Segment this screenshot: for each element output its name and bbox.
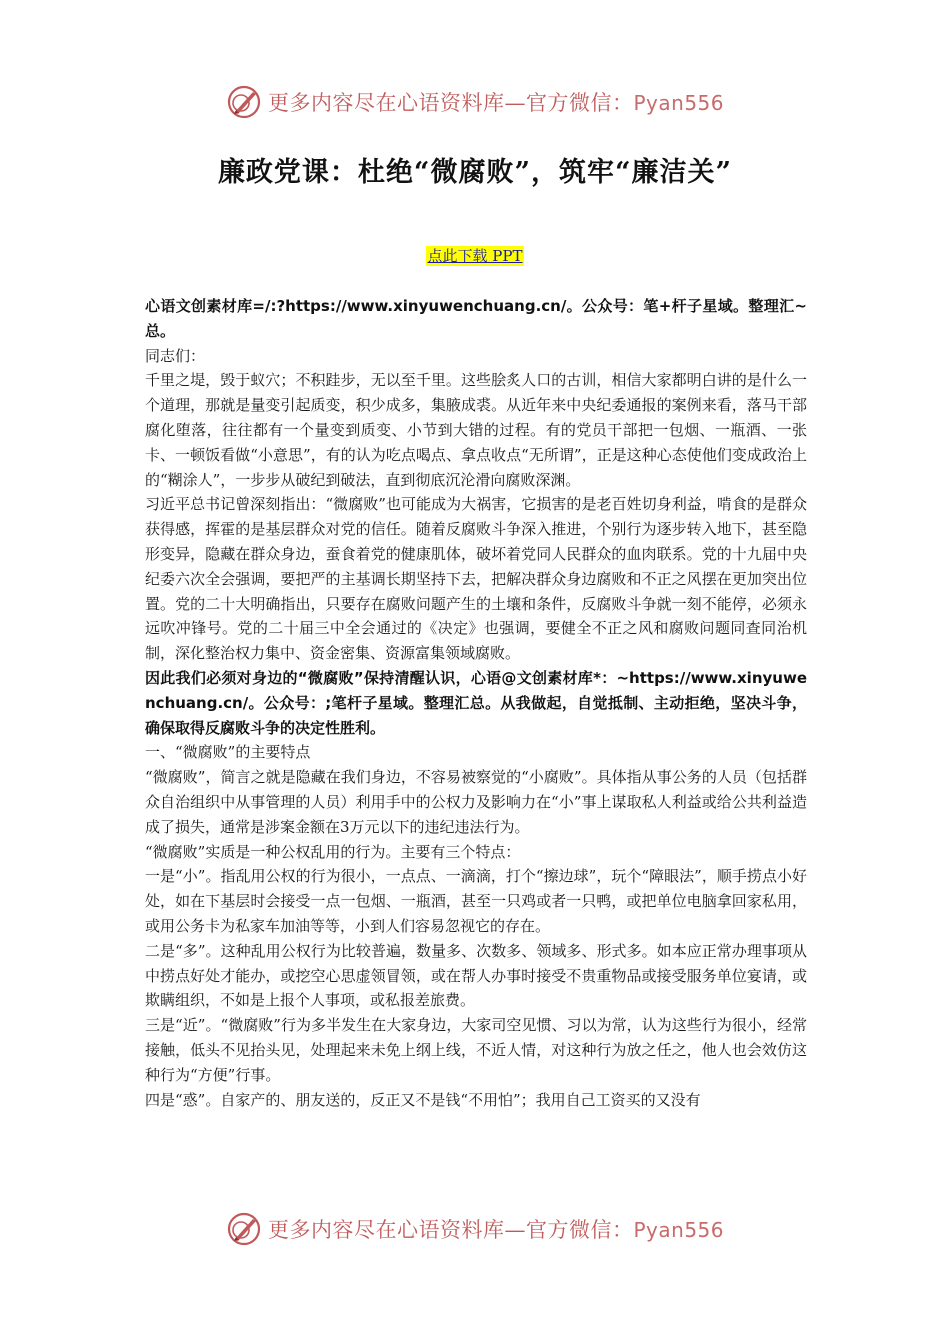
body-paragraph: 千里之堤，毁于蚁穴；不积跬步，无以至千里。这些脍炙人口的古训，相信大家都明白讲的是什么一个道理，那就是量变引起质变，积少成多，集腋成裘。从近年来中央纪委通报的案例来看，落马干部腐化堕落，往往都有一个量变到质变、小节到大错的过程。有的党员干部把一包烟、一瓶酒、一张卡、一顿饭看做“小意思”，有的认为吃点喝点、拿点收点“无所谓”，正是这种心态使他们变成政治上的“糊涂人”，一步步从破纪到破法，直到彻底沉沦滑向腐败深渊。: [145, 371, 807, 489]
salutation-paragraph: 同志们：: [145, 346, 206, 365]
banner-text: 更多内容尽在心语资料库—官方微信：Pyan556: [267, 91, 724, 115]
body-paragraph: “微腐败”，简言之就是隐藏在我们身边，不容易被察觉的“小腐败”。具体指从事公务的人员（包括群众自治组织中从事管理的人员）利用手中的公权力及影响力在“小”事上谋取私人利益或给公共利益造成了损失，通常是涉案金额在3万元以下的违纪违法行为。: [145, 768, 807, 836]
section-heading: 一、“微腐败”的主要特点: [145, 743, 311, 762]
body-paragraph: 三是“近”。“微腐败”行为多半发生在大家身边，大家司空见惯、习以为常，认为这些行为很小，经常接触，低头不见抬头见，处理起来未免上纲上线，不近人情，对这种行为放之任之，他人也会效仿这种行为“方便”行事。: [145, 1016, 807, 1084]
wechat-id: Pyan556: [633, 91, 724, 115]
pen-logo-icon: [226, 1211, 262, 1247]
banner-text: 更多内容尽在心语资料库—官方微信：Pyan556: [267, 1218, 724, 1242]
body-paragraph: 四是“惑”。自家产的、朋友送的，反正又不是钱“不用怕”；我用自己工资买的又没有: [145, 1090, 701, 1109]
body-paragraph: 二是“多”。这种乱用公权行为比较普遍，数量多、次数多、领域多、形式多。如本应正常办理事项从中捞点好处才能办，或挖空心思虚领冒领，或在帮人办事时接受不贵重物品或接受服务单位宴请，或欺瞒组织，不如是上报个人事项，或私报差旅费。: [145, 941, 807, 1010]
body-paragraph: 习近平总书记曾深刻指出：“微腐败”也可能成为大祸害，它损害的是老百姓切身利益，啃食的是群众获得感，挥霍的是基层群众对党的信任。随着反腐败斗争深入推进，个别行为逐步转入地下，甚至隐形变异，隐藏在群众身边，蚕食着党的健康肌体，破坏着党同人民群众的血肉联系。党的十九届中央纪委六次全会强调，要把严的主基调长期坚持下去，把解决群众身边腐败和不正之风摆在更加突出位置。党的二十大明确指出，只要存在腐败问题产生的土壤和条件，反腐败斗争就一刻不能停，必须永远吹冲锋号。党的二十届三中全会通过的《决定》也强调，要健全不正之风和腐败问题同查同治机制，深化整治权力集中、资金密集、资源富集领域腐败。: [145, 495, 807, 663]
pen-logo-icon: [226, 84, 262, 120]
header-watermark-banner: [0, 80, 950, 124]
source-note-paragraph: 因此我们必须对身边的“微腐败”保持清醒认识，心语@文创素材库*：~https://www.xinyuwenchuang.cn/。公众号：;笔杆子星域。整理汇总。从我做起，自觉抵制、主动拒绝，坚决斗争，确保取得反腐败斗争的决定性胜利。: [145, 668, 807, 737]
body-paragraph: “微腐败”实质是一种公权乱用的行为。主要有三个特点：: [145, 842, 521, 861]
body-paragraph: 一是“小”。指乱用公权的行为很小，一点点、一滴滴，打个“擦边球”，玩个“障眼法”，顺手捞点小好处，如在下基层时会接受一点一包烟、一瓶酒，甚至一只鸡或者一只鸭，或把单位电脑拿回家私用，或用公务卡为私家车加油等等，小到人们容易忽视它的存在。: [145, 867, 807, 935]
wechat-id: Pyan556: [633, 1218, 724, 1242]
source-note-paragraph: 心语文创素材库=/:?https://www.xinyuwenchuang.cn/。公众号：笔+杆子星域。整理汇~总。: [145, 297, 807, 340]
document-title: 廉政党课：杜绝“微腐败”，筑牢“廉洁关”: [217, 157, 733, 188]
download-ppt-link[interactable]: 点此下载 PPT: [427, 247, 523, 265]
document-body: [145, 294, 807, 1194]
footer-watermark-banner: [0, 1207, 950, 1251]
